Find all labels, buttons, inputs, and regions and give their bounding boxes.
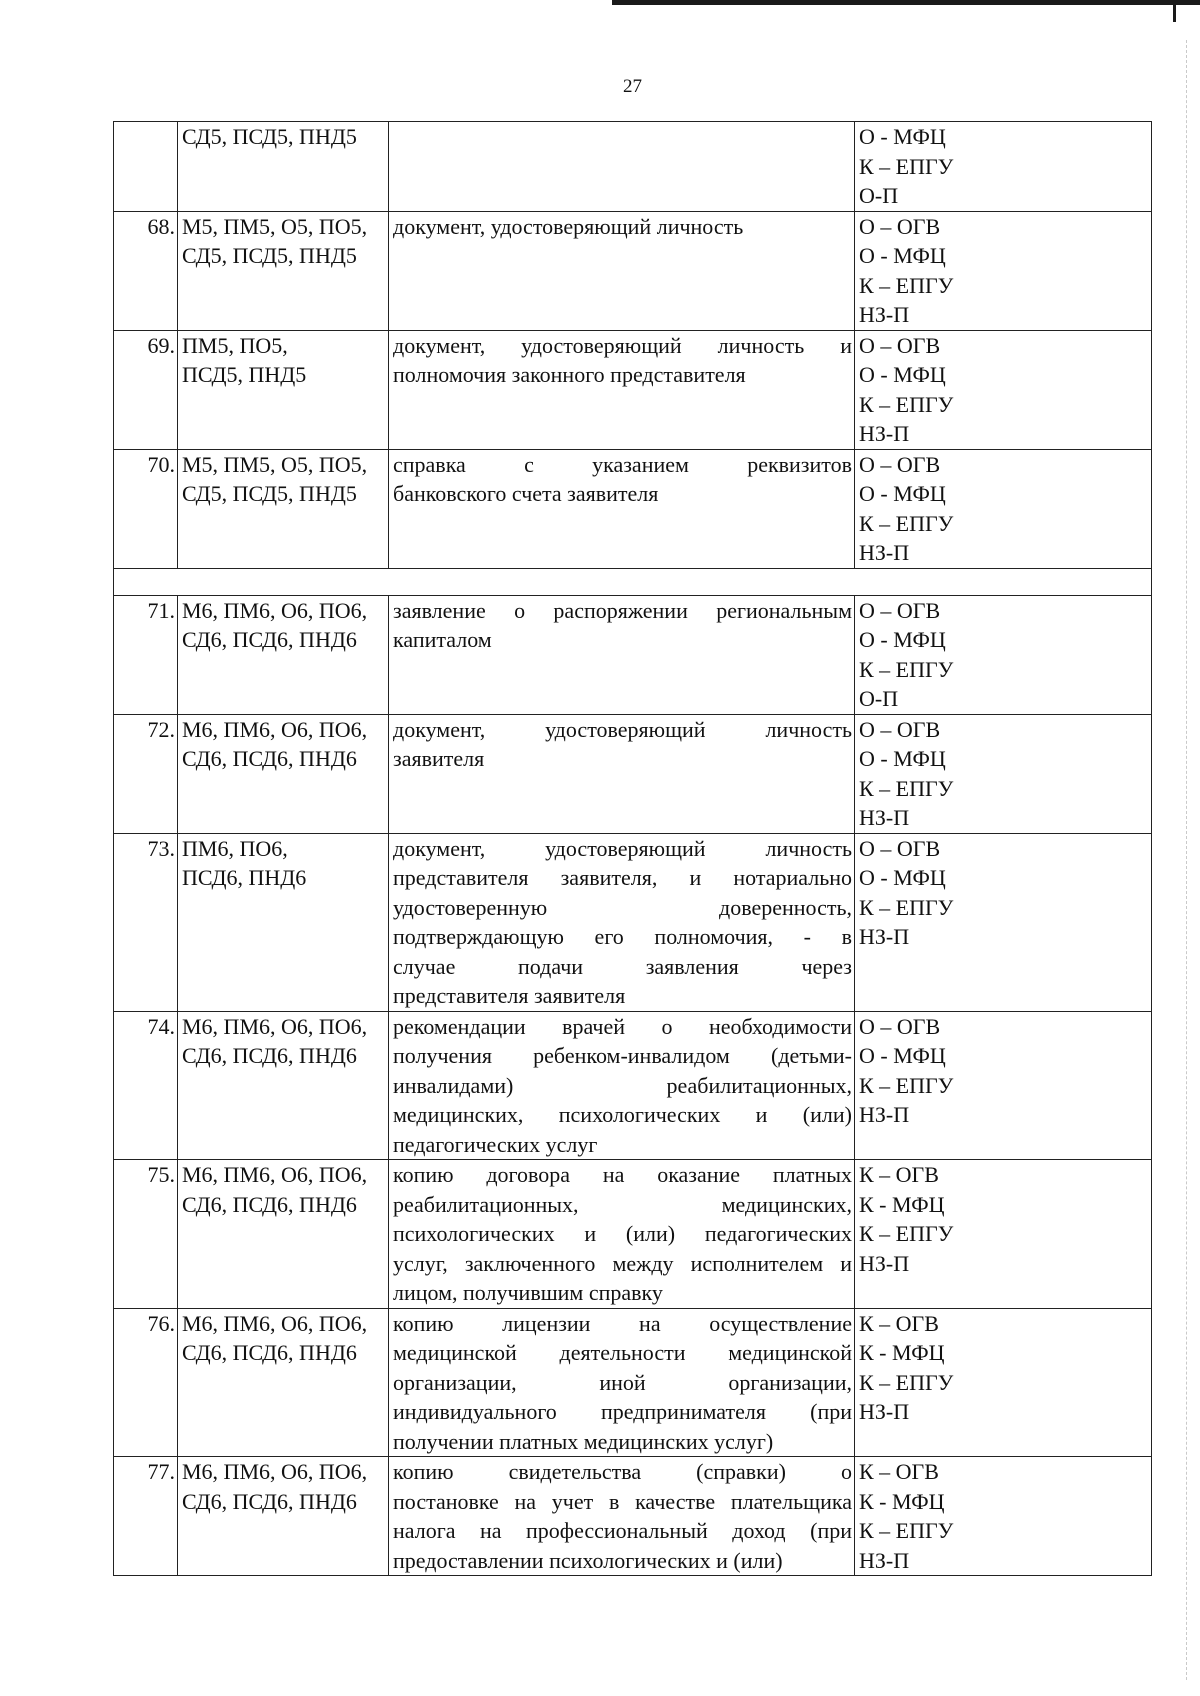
- document-description-line: документ, удостоверяющий личность и: [393, 332, 852, 358]
- row-number: 74.: [114, 1011, 178, 1160]
- applicant-codes-line: СД6, ПСД6, ПНД6: [182, 627, 357, 652]
- document-description-line: получении платных медицинских услуг): [393, 1428, 774, 1454]
- submission-method-cell: [855, 330, 1152, 449]
- document-description-line: психологических и (или) педагогических: [393, 1221, 852, 1246]
- submission-method-cell: [855, 595, 1152, 714]
- applicant-codes-line: М5, ПМ5, О5, ПО5,: [182, 451, 368, 477]
- applicant-codes-cell: [178, 1457, 389, 1576]
- submission-method-line: О - МФЦ: [859, 243, 946, 268]
- document-description-line: копию свидетельства (справки) о: [393, 1459, 852, 1484]
- submission-method-line: К – ЕПГУ: [859, 272, 954, 298]
- document-description-line: реабилитационных, медицинских,: [393, 1191, 852, 1217]
- applicant-codes-line: М6, ПМ6, О6, ПО6,: [182, 1310, 368, 1336]
- applicant-codes-line: ПСД6, ПНД6: [182, 865, 307, 890]
- submission-method-line: НЗ-П: [859, 302, 910, 327]
- scan-edge-line: [1186, 40, 1187, 1680]
- applicant-codes-line: СД6, ПСД6, ПНД6: [182, 1191, 357, 1217]
- applicant-codes-line: СД5, ПСД5, ПНД5: [182, 481, 357, 506]
- applicant-codes-cell: [178, 714, 389, 833]
- page-number: 27: [623, 76, 642, 97]
- applicant-codes-line: ПСД5, ПНД5: [182, 362, 307, 387]
- submission-method-line: О – ОГВ: [859, 1013, 941, 1039]
- submission-method-cell: [855, 1160, 1152, 1309]
- submission-method-line: О - МФЦ: [859, 362, 946, 387]
- documents-table-body: [114, 122, 1152, 1576]
- row-number: 68.: [114, 211, 178, 330]
- table-row: [114, 449, 1152, 568]
- applicant-codes-line: М6, ПМ6, О6, ПО6,: [182, 1459, 368, 1484]
- document-description-line: представителя заявителя, и нотариально: [393, 865, 852, 890]
- documents-table: [113, 121, 1152, 1576]
- document-description-line: организации, иной организации,: [393, 1369, 852, 1395]
- submission-method-line: К – ЕПГУ: [859, 1221, 954, 1246]
- table-row: [114, 595, 1152, 714]
- submission-method-cell: [855, 1457, 1152, 1576]
- document-description-line: копию лицензии на осуществление: [393, 1310, 852, 1336]
- submission-method-line: О - МФЦ: [859, 627, 946, 652]
- row-number: 77.: [114, 1457, 178, 1576]
- top-border-tick: [1173, 0, 1176, 22]
- submission-method-line: НЗ-П: [859, 1102, 910, 1127]
- document-description-line: документ, удостоверяющий личность: [393, 716, 852, 742]
- table-row: [114, 211, 1152, 330]
- submission-method-line: О – ОГВ: [859, 597, 941, 623]
- row-number: 69.: [114, 330, 178, 449]
- document-description-line: услуг, заключенного между исполнителем и: [393, 1250, 852, 1276]
- applicant-codes-line: М6, ПМ6, О6, ПО6,: [182, 716, 368, 742]
- submission-method-line: К – ЕПГУ: [859, 775, 954, 801]
- document-description-line: предоставлении психологических и (или): [393, 1547, 783, 1573]
- table-row: [114, 714, 1152, 833]
- submission-method-line: К – ЕПГУ: [859, 1369, 954, 1395]
- applicant-codes-cell: [178, 122, 389, 212]
- submission-method-cell: [855, 122, 1152, 212]
- document-description-line: инвалидами) реабилитационных,: [393, 1072, 852, 1098]
- applicant-codes-line: М6, ПМ6, О6, ПО6,: [182, 1013, 368, 1039]
- document-description-cell: [389, 211, 855, 330]
- document-description-line: заявителя: [393, 746, 485, 771]
- submission-method-line: К - МФЦ: [859, 1340, 945, 1365]
- document-description-line: капиталом: [393, 627, 492, 652]
- row-number: 71.: [114, 595, 178, 714]
- submission-method-line: К – ОГВ: [859, 1459, 939, 1484]
- document-description-line: справка с указанием реквизитов: [393, 451, 852, 477]
- applicant-codes-cell: [178, 1308, 389, 1457]
- document-description-cell: [389, 1011, 855, 1160]
- submission-method-line: О-П: [859, 686, 899, 711]
- submission-method-line: К – ЕПГУ: [859, 391, 954, 417]
- applicant-codes-cell: [178, 330, 389, 449]
- submission-method-line: О - МФЦ: [859, 124, 946, 149]
- submission-method-line: К - МФЦ: [859, 1488, 945, 1514]
- submission-method-line: К – ЕПГУ: [859, 510, 954, 536]
- document-description-cell: [389, 1308, 855, 1457]
- submission-method-line: НЗ-П: [859, 805, 910, 830]
- submission-method-line: НЗ-П: [859, 540, 910, 565]
- document-description-cell: [389, 1160, 855, 1309]
- document-description-cell: [389, 449, 855, 568]
- document-description-line: полномочия законного представителя: [393, 362, 746, 387]
- submission-method-line: О-П: [859, 183, 899, 208]
- submission-method-line: О – ОГВ: [859, 835, 941, 861]
- section-separator-row: [114, 568, 1152, 595]
- submission-method-line: К – ЕПГУ: [859, 656, 954, 682]
- document-description-line: документ, удостоверяющий личность: [393, 213, 744, 239]
- submission-method-line: К – ЕПГУ: [859, 1518, 954, 1543]
- submission-method-line: О - МФЦ: [859, 865, 946, 890]
- document-description-cell: [389, 714, 855, 833]
- document-description-line: банковского счета заявителя: [393, 481, 659, 506]
- table-row: [114, 833, 1152, 1011]
- table-row: [114, 1011, 1152, 1160]
- document-description-line: заявление о распоряжении региональным: [393, 597, 852, 623]
- applicant-codes-cell: [178, 1011, 389, 1160]
- applicant-codes-line: СД6, ПСД6, ПНД6: [182, 1340, 357, 1365]
- applicant-codes-line: СД6, ПСД6, ПНД6: [182, 1488, 357, 1514]
- document-description-line: постановке на учет в качестве плательщика: [393, 1488, 852, 1514]
- table-row: [114, 330, 1152, 449]
- submission-method-cell: [855, 833, 1152, 1011]
- table-row: [114, 1160, 1152, 1309]
- document-description-cell: [389, 595, 855, 714]
- table-row: [114, 122, 1152, 212]
- row-number: 76.: [114, 1308, 178, 1457]
- submission-method-cell: [855, 211, 1152, 330]
- row-number: 75.: [114, 1160, 178, 1309]
- document-description-line: получения ребенком-инвалидом (детьми-: [393, 1043, 852, 1068]
- submission-method-line: О - МФЦ: [859, 481, 946, 506]
- applicant-codes-cell: [178, 595, 389, 714]
- submission-method-line: К – ЕПГУ: [859, 153, 954, 179]
- submission-method-cell: [855, 714, 1152, 833]
- submission-method-cell: [855, 1308, 1152, 1457]
- document-description-line: медицинской деятельности медицинской: [393, 1340, 852, 1365]
- row-number: [114, 122, 178, 212]
- submission-method-line: О - МФЦ: [859, 1043, 946, 1068]
- submission-method-line: НЗ-П: [859, 1547, 910, 1573]
- submission-method-line: К – ОГВ: [859, 1162, 939, 1187]
- submission-method-line: О – ОГВ: [859, 716, 941, 742]
- applicant-codes-cell: [178, 1160, 389, 1309]
- row-number: 72.: [114, 714, 178, 833]
- document-description-line: подтверждающую его полномочия, - в: [393, 924, 852, 949]
- document-description-line: представителя заявителя: [393, 983, 626, 1008]
- table-row: [114, 1308, 1152, 1457]
- applicant-codes-cell: [178, 833, 389, 1011]
- submission-method-cell: [855, 1011, 1152, 1160]
- submission-method-cell: [855, 449, 1152, 568]
- document-description-cell: [389, 330, 855, 449]
- submission-method-line: НЗ-П: [859, 1399, 910, 1424]
- applicant-codes-line: СД6, ПСД6, ПНД6: [182, 746, 357, 771]
- applicant-codes-line: М5, ПМ5, О5, ПО5,: [182, 213, 368, 239]
- document-description-cell: [389, 122, 855, 212]
- applicant-codes-line: М6, ПМ6, О6, ПО6,: [182, 1162, 368, 1187]
- applicant-codes-line: СД6, ПСД6, ПНД6: [182, 1043, 357, 1068]
- applicant-codes-line: ПМ5, ПО5,: [182, 332, 288, 358]
- applicant-codes-line: СД5, ПСД5, ПНД5: [182, 243, 357, 268]
- document-description-line: индивидуального предпринимателя (при: [393, 1399, 852, 1424]
- document-description-line: документ, удостоверяющий личность: [393, 835, 852, 861]
- submission-method-line: НЗ-П: [859, 924, 910, 949]
- row-number: 73.: [114, 833, 178, 1011]
- submission-method-line: НЗ-П: [859, 1250, 910, 1276]
- document-description-line: налога на профессиональный доход (при: [393, 1518, 852, 1543]
- document-description-line: рекомендации врачей о необходимости: [393, 1013, 852, 1039]
- applicant-codes-cell: [178, 211, 389, 330]
- document-description-line: педагогических услуг: [393, 1131, 598, 1157]
- applicant-codes-line: М6, ПМ6, О6, ПО6,: [182, 597, 368, 623]
- document-description-cell: [389, 1457, 855, 1576]
- document-description-line: удостоверенную доверенность,: [393, 894, 852, 920]
- applicant-codes-cell: [178, 449, 389, 568]
- submission-method-line: К – ЕПГУ: [859, 894, 954, 920]
- submission-method-line: О – ОГВ: [859, 451, 941, 477]
- submission-method-line: К – ЕПГУ: [859, 1072, 954, 1098]
- row-number: 70.: [114, 449, 178, 568]
- document-description-line: случае подачи заявления через: [393, 953, 852, 979]
- top-border-line: [612, 0, 1200, 5]
- table-row: [114, 1457, 1152, 1576]
- submission-method-line: О - МФЦ: [859, 746, 946, 771]
- applicant-codes-line: ПМ6, ПО6,: [182, 835, 288, 861]
- submission-method-line: К – ОГВ: [859, 1310, 939, 1336]
- document-description-line: копию договора на оказание платных: [393, 1162, 852, 1187]
- submission-method-line: К - МФЦ: [859, 1191, 945, 1217]
- applicant-codes-line: СД5, ПСД5, ПНД5: [182, 124, 357, 149]
- document-description-line: лицом, получившим справку: [393, 1280, 663, 1305]
- submission-method-line: О – ОГВ: [859, 332, 941, 358]
- submission-method-line: НЗ-П: [859, 421, 910, 446]
- submission-method-line: О – ОГВ: [859, 213, 941, 239]
- document-description-line: медицинских, психологических и (или): [393, 1102, 852, 1127]
- section-separator-cell: [114, 568, 1152, 595]
- document-description-cell: [389, 833, 855, 1011]
